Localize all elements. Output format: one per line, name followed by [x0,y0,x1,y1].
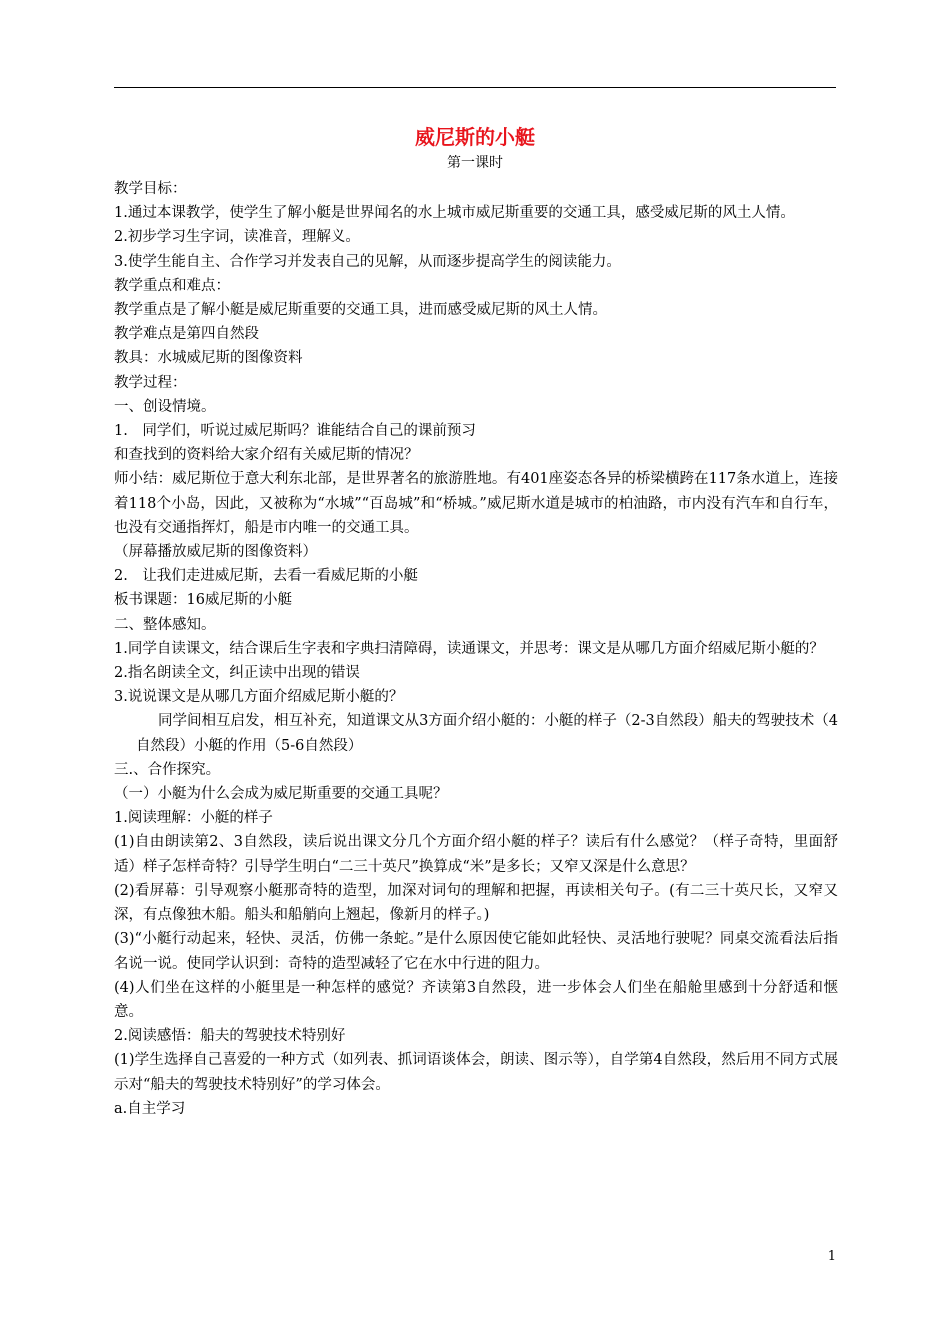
section-2-item-3: 3.说说课文是从哪几方面介绍威尼斯小艇的？ [114,689,404,706]
heading-key-points: 教学重点和难点： [114,277,230,294]
objective-1: 1.通过本课教学，使学生了解小艇是世界闻名的水上城市威尼斯重要的交通工具，感受威尼斯的风土人情。 [114,205,795,222]
section-3-question: （一）小艇为什么会成为威尼斯重要的交通工具呢？ [114,786,448,803]
section-3-item-1-step-2: (2)看屏幕：引导观察小艇那奇特的造型，加深对词句的理解和把握，再读相关句子。(有二三十英尺长，又窄又深，有点像独木船。船头和船艄向上翘起，像新月的样子。) [114,882,838,924]
screen-note: （屏幕播放威尼斯的图像资料） [114,544,317,561]
section-2-heading: 二、整体感知。 [114,616,216,633]
section-3-item-1: 1.阅读理解：小艇的样子 [114,810,273,827]
section-3-item-1-step-1: (1)自由朗读第2、3自然段，读后说出课文分几个方面介绍小艇的样子？读后有什么感觉？（样子奇特，里面舒适）样子怎样奇特？引导学生明白“二三十英尺”换算成“米”是多长；又窄又深是什么意思？ [114,834,838,875]
difficult-point: 教学难点是第四自然段 [114,326,259,343]
section-2-item-3-detail: 同学间相互启发，相互补充，知道课文从3方面介绍小艇的：小艇的样子（2-3自然段）船夫的驾驶技术（4自然段）小艇的作用（5-6自然段） [136,713,838,754]
objective-3: 3.使学生能自主、合作学习并发表自己的见解，从而逐步提高学生的阅读能力。 [114,253,621,270]
page-number: 1 [827,1249,836,1264]
heading-teaching-process: 教学过程： [114,374,187,391]
section-2-item-1: 1.同学自读课文，结合课后生字表和字典扫清障碍，读通课文，并思考：课文是从哪几方面介绍威尼斯小艇的？ [114,640,824,657]
section-3-item-2-step-1: (1)学生选择自己喜爱的一种方式（如列表、抓词语谈体会，朗读、图示等），自学第4自然段，然后用不同方式展示对“船夫的驾驶技术特别好”的学习体会。 [114,1052,838,1093]
teacher-summary: 师小结：威尼斯位于意大利东北部，是世界著名的旅游胜地。有401座姿态各异的桥梁横跨在117条水道上，连接着118个小岛，因此，又被称为“水城”“百岛城”和“桥城。”威尼斯水道是城市的柏油路，市内没有汽车和自行车，也没有交通指挥灯，船是市内唯一的交通工具。 [114,471,838,536]
heading-teaching-objectives: 教学目标： [114,181,187,197]
section-1-item-1: 1. 同学们，听说过威尼斯吗？谁能结合自己的课前预习 [114,423,476,440]
section-3-item-1-step-3: (3)“小艇行动起来，轻快、灵活，仿佛一条蛇。”是什么原因使它能如此轻快、灵活地行驶呢？同桌交流看法后指名说一说。使同学认识到：奇特的造型减轻了它在水中行进的阻力。 [114,931,838,972]
objective-2: 2.初步学习生字词，读准音，理解义。 [114,229,360,246]
section-1-heading: 一、创设情境。 [114,398,216,415]
document-title: 威尼斯的小艇 [415,125,535,149]
header-rule [114,87,836,88]
board-title: 板书课题：16威尼斯的小艇 [114,592,292,609]
section-1-item-2: 2. 让我们走进威尼斯，去看一看威尼斯的小艇 [114,568,418,585]
section-3-item-1-step-4: (4)人们坐在这样的小艇里是一种怎样的感觉？齐读第3自然段，进一步体会人们坐在船舱里感到十分舒适和惬意。 [114,979,838,1020]
self-study: a.自主学习 [114,1100,186,1117]
document-subtitle: 第一课时 [447,155,503,171]
section-1-item-1-cont: 和查找到的资料给大家介绍有关威尼斯的情况？ [114,447,419,464]
teaching-aids: 教具：水城威尼斯的图像资料 [114,350,303,367]
section-3-item-2: 2.阅读感悟：船夫的驾驶技术特别好 [114,1028,346,1045]
section-2-item-2: 2.指名朗读全文，纠正读中出现的错误 [114,665,360,682]
document-body [114,177,838,1121]
key-point: 教学重点是了解小艇是威尼斯重要的交通工具，进而感受威尼斯的风土人情。 [114,302,607,319]
section-3-heading: 三.、合作探究。 [114,761,221,778]
